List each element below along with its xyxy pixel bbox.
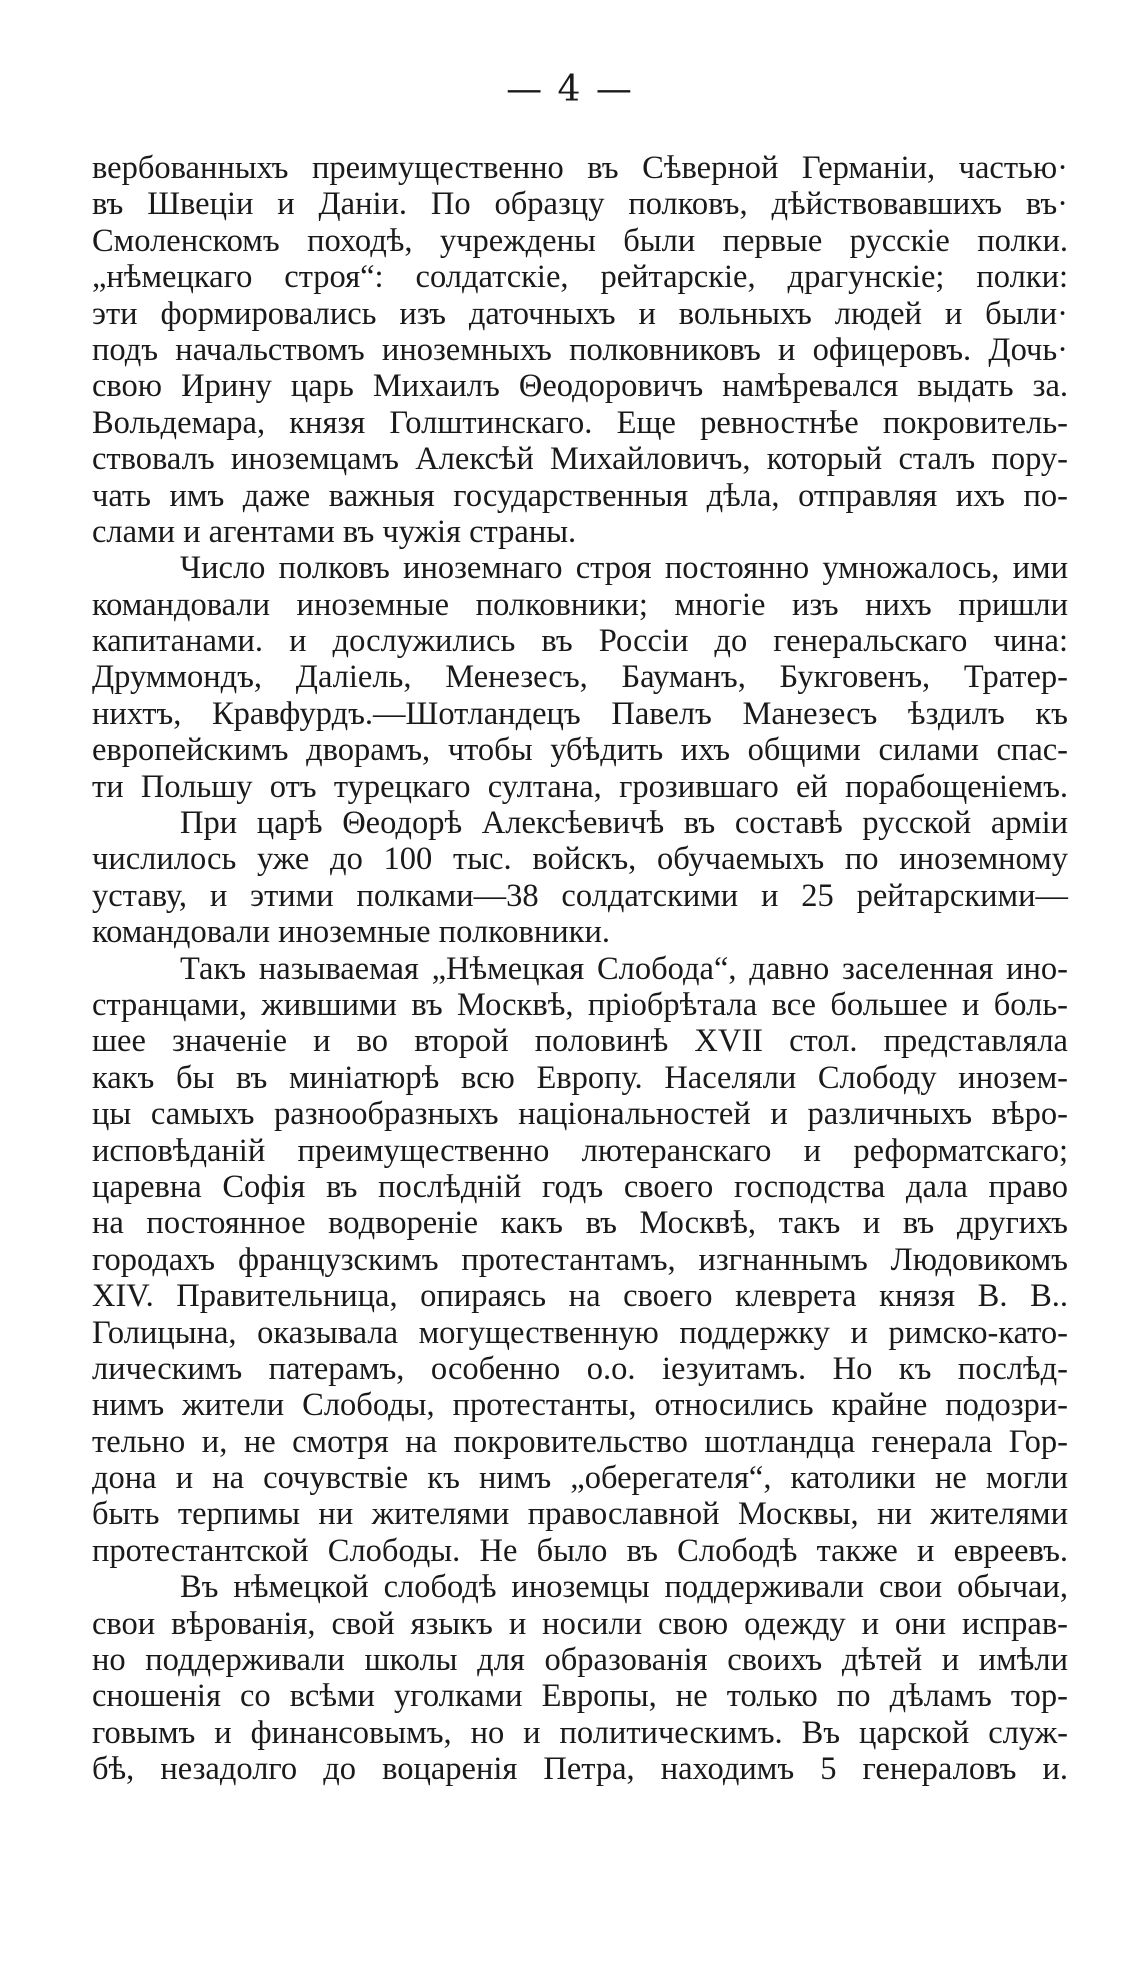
text-line: лическимъ патерамъ, особенно о.о. іезуитамъ. Но къ послѣд- — [92, 1350, 1068, 1387]
text-line: XIV. Правительница, опираясь на своего клеврета князя В. В.. — [92, 1278, 1068, 1315]
text-line: европейскимъ дворамъ, чтобы убѣдить ихъ общими силами спас- — [92, 732, 1068, 769]
text-line: командовали иноземные полковники. — [92, 914, 610, 951]
text-line: царевна Софія въ послѣдній годъ своего господства дала право — [92, 1168, 1068, 1205]
text-line: Число полковъ иноземнаго строя постоянно умножалось, ими — [180, 550, 1068, 587]
text-line: Такъ называемая „Нѣмецкая Слобода“, давно заселенная ино- — [180, 950, 1068, 987]
text-line: но поддерживали школы для образованія своихъ дѣтей и имѣли — [92, 1642, 1068, 1679]
text-line: подъ начальствомъ иноземныхъ полковниковъ и офицеровъ. Дочь· — [92, 331, 1068, 368]
text-line: Вольдемара, князя Голштинскаго. Еще ревностнѣе покровитель- — [92, 404, 1068, 441]
text-line: нимъ жители Слободы, протестанты, относились крайне подозри- — [92, 1387, 1068, 1424]
text-line: быть терпимы ни жителями православной Москвы, ни жителями — [92, 1496, 1068, 1533]
text-line: эти формировались изъ даточныхъ и вольныхъ людей и были· — [92, 295, 1068, 332]
text-line: бѣ, незадолго до воцаренія Петра, находимъ 5 генераловъ и. — [92, 1751, 1068, 1788]
text-line: въ Швеціи и Даніи. По образцу полковъ, дѣйствовавшихъ въ· — [92, 186, 1068, 223]
text-line: Друммондъ, Даліель, Менезесъ, Бауманъ, Букговенъ, Тратер- — [92, 659, 1068, 696]
page-number: — 4 — — [506, 69, 634, 110]
text-line: свои вѣрованія, свой языкъ и носили свою одежду и они исправ- — [92, 1605, 1068, 1642]
body-text — [92, 150, 1068, 1788]
text-line: свою Ирину царь Михаилъ Θеодоровичъ намѣревался выдать за. — [92, 368, 1068, 405]
text-line: исповѣданій преимущественно лютеранскаго и реформатскаго; — [92, 1132, 1068, 1169]
text-line: дона и на сочувствіе къ нимъ „оберегателя“, католики не могли — [92, 1460, 1068, 1497]
text-line: „нѣмецкаго строя“: солдатскіе, рейтарскіе, драгунскіе; полки: — [92, 259, 1068, 296]
text-line: цы самыхъ разнообразныхъ національностей и различныхъ вѣро- — [92, 1096, 1068, 1133]
text-line: ти Польшу отъ турецкаго султана, грозившаго ей порабощеніемъ. — [92, 768, 1068, 805]
text-line: уставу, и этими полками—38 солдатскими и 25 рейтарскими— — [92, 877, 1068, 914]
text-line: сношенія со всѣми уголками Европы, не только по дѣламъ тор- — [92, 1678, 1068, 1715]
text-line: ствовалъ иноземцамъ Алексѣй Михайловичъ, который сталъ пору- — [92, 441, 1068, 478]
text-line: странцами, жившими въ Москвѣ, пріобрѣтала все большее и боль- — [92, 986, 1068, 1023]
text-line: чать имъ даже важныя государственныя дѣла, отправляя ихъ по- — [92, 477, 1068, 514]
text-line: говымъ и финансовымъ, но и политическимъ. Въ царской служ- — [92, 1714, 1068, 1751]
text-line: шее значеніе и во второй половинѣ XVII стол. представляла — [92, 1023, 1068, 1060]
text-line: какъ бы въ миніатюрѣ всю Европу. Населяли Слободу инозем- — [92, 1059, 1068, 1096]
text-line: При царѣ Θеодорѣ Алексѣевичѣ въ составѣ русской арміи — [180, 805, 1068, 842]
text-line: числилось уже до 100 тыс. войскъ, обучаемыхъ по иноземному — [92, 841, 1068, 878]
text-line: Голицына, оказывала могущественную поддержку и римско-като- — [92, 1314, 1068, 1351]
text-line: капитанами. и дослужились въ Россіи до генеральскаго чина: — [92, 623, 1068, 660]
text-line: командовали иноземные полковники; многіе изъ нихъ пришли — [92, 586, 1068, 623]
text-line: нихтъ, Кравфурдъ.—Шотландецъ Павелъ Манезесъ ѣздилъ къ — [92, 695, 1068, 732]
text-line: протестантской Слободы. Не было въ Слободѣ также и евреевъ. — [92, 1532, 1068, 1569]
text-line: тельно и, не смотря на покровительство шотландца генерала Гор- — [92, 1423, 1068, 1460]
text-line: на постоянное водвореніе какъ въ Москвѣ, такъ и въ другихъ — [92, 1205, 1068, 1242]
text-line: слами и агентами въ чужія страны. — [92, 513, 577, 550]
text-line: вербованныхъ преимущественно въ Сѣверной Германіи, частью· — [92, 150, 1068, 186]
text-line: городахъ французскимъ протестантамъ, изгнаннымъ Людовикомъ — [92, 1241, 1068, 1278]
text-line: Смоленскомъ походѣ, учреждены были первые русскіе полки. — [92, 222, 1068, 259]
text-line: Въ нѣмецкой слободѣ иноземцы поддерживали свои обычаи, — [180, 1569, 1068, 1606]
